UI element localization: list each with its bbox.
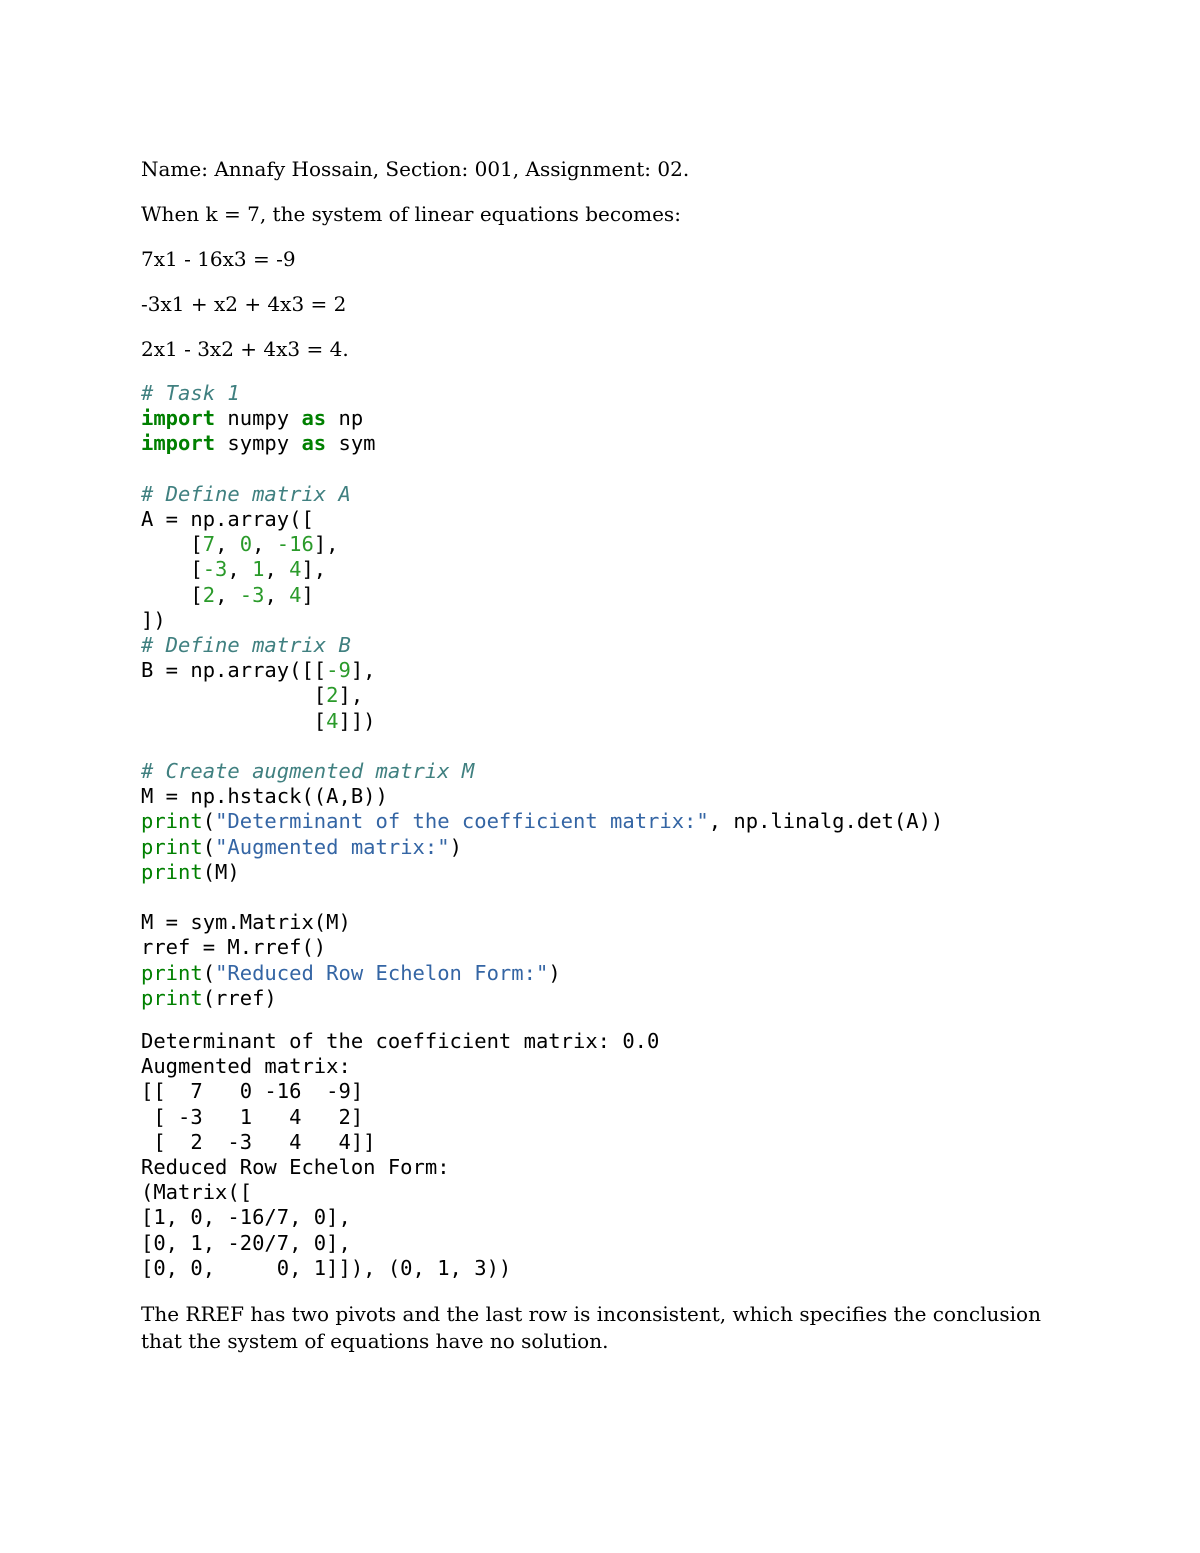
intro-sentence: When k = 7, the system of linear equations becomes: — [141, 202, 681, 226]
output-line: Augmented matrix: — [141, 1054, 351, 1079]
code-line-import-numpy — [141, 406, 1061, 431]
equation-1: 7x1 - 16x3 = -9 — [141, 247, 296, 271]
number: -3 — [202, 557, 228, 582]
print-keyword: print — [141, 960, 203, 985]
module-alias: sym — [326, 431, 376, 456]
number: 4 — [326, 708, 339, 733]
import-keyword: import — [141, 431, 216, 456]
code-line-print-rref-label: print("Reduced Row Echelon Form:") — [141, 960, 561, 985]
conclusion-paragraph: The RREF has two pivots and the last row is inconsistent, which specifies the conclusion that the system of equations have no solution. — [141, 1302, 1041, 1354]
code-line-import-sympy — [141, 431, 1061, 456]
code-line-define-b-comment — [141, 633, 1061, 658]
module-name: numpy — [215, 406, 302, 431]
comment: # Define matrix B — [141, 633, 351, 658]
code-line-print-m — [141, 860, 1061, 885]
string-literal: "Augmented matrix:" — [215, 834, 450, 859]
comment: # Create augmented matrix M — [141, 759, 475, 784]
module-alias: np — [326, 406, 364, 431]
number: 1 — [252, 557, 265, 582]
number: 4 — [289, 557, 302, 582]
number: 7 — [202, 532, 216, 557]
code-line-a-row-2: [-3, 1, 4], — [141, 557, 327, 582]
document-page — [141, 156, 1061, 1355]
equation-3: 2x1 - 3x2 + 4x3 = 4. — [141, 337, 349, 361]
code-block — [141, 381, 1061, 1011]
comment: # Task 1 — [141, 381, 240, 405]
output-line: [0, 1, -20/7, 0], — [141, 1230, 351, 1255]
code-line-define-a-comment — [141, 482, 1061, 507]
number: -9 — [326, 658, 351, 683]
code-text: ]) — [141, 607, 166, 632]
code-text: B = np.array([[ — [141, 658, 327, 683]
comment: # Define matrix A — [141, 481, 351, 506]
module-name: sympy — [215, 431, 302, 456]
code-text: (M) — [202, 859, 240, 884]
code-line-b-row-2: [2], — [141, 683, 364, 708]
code-line-a-close — [141, 608, 1061, 633]
print-keyword: print — [141, 834, 203, 859]
print-keyword: print — [141, 859, 203, 884]
code-line-create-m-comment — [141, 759, 1061, 784]
code-text: A = np.array([ — [141, 507, 314, 531]
code-text: (rref) — [202, 985, 277, 1010]
code-blank-line — [141, 734, 1061, 759]
output-line: [ 2 -3 4 4]] — [141, 1129, 376, 1154]
code-line-print-augmented: print("Augmented matrix:") — [141, 834, 462, 859]
code-line-b-row-3: [4]]) — [141, 708, 376, 733]
output-line: [ -3 1 4 2] — [141, 1104, 364, 1129]
output-block — [141, 1029, 1061, 1281]
string-literal: "Determinant of the coefficient matrix:" — [215, 809, 709, 834]
as-keyword: as — [301, 431, 327, 456]
code-line-a-row-1: [7, 0, -16], — [141, 532, 339, 557]
output-line: Determinant of the coefficient matrix: 0.0 — [141, 1029, 660, 1054]
output-line: Reduced Row Echelon Form: — [141, 1155, 450, 1180]
code-text: M = np.hstack((A,B)) — [141, 784, 388, 809]
print-keyword: print — [141, 809, 203, 834]
code-blank-line — [141, 457, 1061, 482]
as-keyword: as — [301, 406, 327, 431]
number: 0 — [239, 532, 253, 557]
code-blank-line — [141, 885, 1061, 910]
code-text: , np.linalg.det(A)) — [708, 809, 944, 834]
import-keyword: import — [141, 406, 216, 431]
code-text: rref = M.rref() — [141, 935, 327, 960]
number: -16 — [276, 532, 314, 557]
output-line: [[ 7 0 -16 -9] — [141, 1079, 364, 1104]
number: 2 — [202, 582, 216, 607]
code-line-task-comment — [141, 381, 1061, 406]
code-line-print-rref — [141, 986, 1061, 1011]
print-keyword: print — [141, 985, 203, 1010]
code-line-rref-assign — [141, 935, 1061, 960]
code-line-b-assign: B = np.array([[-9], — [141, 658, 376, 683]
code-line-m-sym — [141, 910, 1061, 935]
number: 4 — [289, 582, 302, 607]
output-line: [1, 0, -16/7, 0], — [141, 1205, 351, 1230]
number: -3 — [239, 582, 265, 607]
number: 2 — [326, 683, 339, 708]
student-info-line: Name: Annafy Hossain, Section: 001, Assignment: 02. — [141, 157, 690, 181]
code-line-print-determinant: print("Determinant of the coefficient matrix:", np.linalg.det(A)) — [141, 809, 944, 834]
string-literal: "Reduced Row Echelon Form:" — [215, 960, 549, 985]
output-line: [0, 0, 0, 1]]), (0, 1, 3)) — [141, 1255, 512, 1280]
code-text: M = sym.Matrix(M) — [141, 910, 351, 935]
code-line-a-assign — [141, 507, 1061, 532]
code-line-m-hstack — [141, 784, 1061, 809]
output-line: (Matrix([ — [141, 1180, 253, 1205]
code-line-a-row-3: [2, -3, 4] — [141, 582, 314, 607]
equation-2: -3x1 + x2 + 4x3 = 2 — [141, 292, 347, 316]
